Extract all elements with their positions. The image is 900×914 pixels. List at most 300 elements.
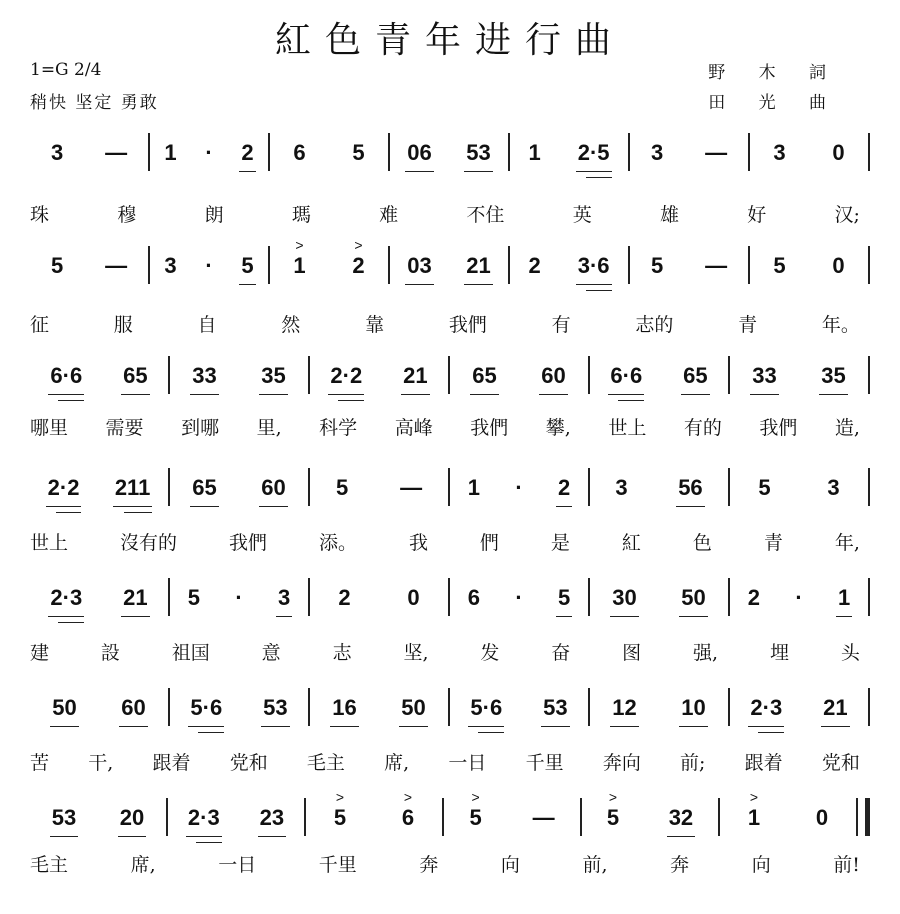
note-text: 56 <box>678 475 703 500</box>
lyric-syllable: 发 <box>480 642 500 664</box>
notation-line <box>30 465 870 509</box>
lyric-syllable: 头 <box>840 642 860 664</box>
note-text: 1 <box>293 253 306 278</box>
note <box>468 363 500 397</box>
note <box>256 805 288 839</box>
note <box>334 585 354 619</box>
lyric-syllable: 跟着 <box>744 752 783 774</box>
note <box>111 475 155 509</box>
note-text: — <box>532 805 555 830</box>
lyric-syllable: 一日 <box>218 854 257 876</box>
note-text: 2 <box>338 585 351 610</box>
note <box>44 475 84 509</box>
note <box>744 789 764 839</box>
note <box>823 475 843 509</box>
notation-line <box>30 237 870 287</box>
measure <box>150 130 268 174</box>
lyric-syllable: 朗 <box>204 204 224 226</box>
note-text: 1 <box>467 475 480 500</box>
note-text: 53 <box>263 695 288 720</box>
lyric-syllable: 青 <box>763 532 783 554</box>
note <box>259 695 291 729</box>
note <box>677 585 709 619</box>
lyric-syllable: 穆 <box>117 204 137 226</box>
note-text: 35 <box>821 363 846 388</box>
note <box>289 140 309 174</box>
lyric-syllable: 毛主 <box>30 854 69 876</box>
lyrics-line <box>30 413 860 440</box>
note <box>119 363 151 397</box>
accent-mark: > <box>403 789 413 805</box>
lyric-syllable: 图 <box>622 642 642 664</box>
note-text: 2 <box>241 140 254 165</box>
lyric-syllable: 我 <box>408 532 428 554</box>
note-text: 06 <box>407 140 432 165</box>
lyrics-line <box>30 200 860 227</box>
note-text: 35 <box>261 363 286 388</box>
note-text: 21 <box>823 695 848 720</box>
note-text: 50 <box>52 695 77 720</box>
note <box>119 585 151 619</box>
measure <box>168 795 304 839</box>
measure <box>730 353 868 397</box>
measure <box>30 130 148 174</box>
note <box>812 805 832 839</box>
lyric-syllable: 們 <box>479 532 499 554</box>
note-text: 0 <box>832 140 845 165</box>
note <box>677 695 709 729</box>
note <box>186 695 226 729</box>
note <box>647 140 667 174</box>
note <box>403 140 435 174</box>
lyric-syllable: 千里 <box>318 854 357 876</box>
lyric-syllable: 奔向 <box>602 752 641 774</box>
note <box>574 253 614 287</box>
note-text: 2·5 <box>577 140 610 165</box>
measure <box>30 243 148 287</box>
note <box>184 585 204 619</box>
note <box>274 585 294 619</box>
note <box>465 789 485 839</box>
measure <box>30 685 168 729</box>
note <box>524 253 544 287</box>
lyric-syllable: 年, <box>834 532 860 554</box>
note-text: 2 <box>528 253 541 278</box>
note-text: 1 <box>164 140 177 165</box>
note-text: 3·6 <box>577 253 610 278</box>
note-text: 2 <box>747 585 760 610</box>
note-text: 60 <box>121 695 146 720</box>
note <box>462 140 494 174</box>
note-text: 50 <box>401 695 426 720</box>
barline <box>868 468 870 506</box>
note-text: 03 <box>407 253 432 278</box>
note-text: 20 <box>119 805 145 830</box>
note <box>611 475 631 509</box>
note-text: 5 <box>352 140 365 165</box>
measure <box>150 243 268 287</box>
note-text: 2 <box>352 253 365 278</box>
lyric-syllable: 奔 <box>670 854 690 876</box>
lyric-syllable: 我們 <box>448 314 487 336</box>
lyric-syllable: 雄 <box>659 204 679 226</box>
measure <box>310 353 448 397</box>
measure <box>590 465 728 509</box>
note <box>47 253 67 287</box>
note <box>332 475 352 509</box>
note-text: 21 <box>123 585 148 610</box>
note <box>237 253 257 287</box>
lyrics-line <box>30 310 860 337</box>
lyric-syllable: 祖国 <box>171 642 210 664</box>
measure <box>582 789 718 839</box>
note <box>464 475 484 509</box>
note-text: · <box>205 253 213 278</box>
note <box>665 805 697 839</box>
note <box>834 585 854 619</box>
note-text: 3 <box>650 140 664 165</box>
note <box>397 695 429 729</box>
note-text: 3 <box>164 253 177 278</box>
lyric-syllable: 瑪 <box>291 204 311 226</box>
note <box>101 140 131 174</box>
accent-mark: > <box>749 789 759 805</box>
lyric-syllable: 我們 <box>470 417 509 439</box>
lyric-syllable: 需要 <box>105 417 144 439</box>
final-barline <box>856 798 870 836</box>
note-text: — <box>705 253 728 278</box>
lyric-syllable: 奔 <box>419 854 439 876</box>
note <box>201 140 216 174</box>
note <box>403 585 423 619</box>
notation-line <box>30 130 870 174</box>
note <box>398 789 418 839</box>
note-text: 5 <box>773 253 786 278</box>
accent-mark: > <box>354 237 363 253</box>
accent-mark: > <box>335 789 345 805</box>
measure <box>30 795 166 839</box>
song-title: 紅色青年进行曲 <box>274 20 625 61</box>
lyrics-line <box>30 850 860 877</box>
notation-line <box>30 353 870 397</box>
note <box>647 253 667 287</box>
note-text: 6 <box>467 585 480 610</box>
note <box>466 695 506 729</box>
measure <box>444 789 580 839</box>
note-text: 2·3 <box>187 805 220 830</box>
barline <box>868 246 870 284</box>
note-text: 0 <box>407 585 420 610</box>
measure <box>30 575 168 619</box>
note <box>201 253 216 287</box>
lyric-syllable: 不住 <box>466 204 505 226</box>
lyric-syllable: 强, <box>693 642 719 664</box>
note-text: 53 <box>466 140 491 165</box>
lyric-syllable: 攀, <box>545 417 571 439</box>
note-text: 5 <box>335 475 349 500</box>
barline <box>868 688 870 726</box>
note <box>603 789 623 839</box>
barline <box>868 356 870 394</box>
note <box>101 253 131 287</box>
note-text: 33 <box>192 363 217 388</box>
note <box>160 140 180 174</box>
measure <box>170 353 308 397</box>
note-text: — <box>705 140 728 165</box>
lyric-syllable: 青 <box>738 314 758 336</box>
measure <box>310 465 448 509</box>
note-text: — <box>105 140 128 165</box>
measure <box>450 575 588 619</box>
note-text: 53 <box>51 805 77 830</box>
note-text: 5 <box>650 253 664 278</box>
lyric-syllable: 志的 <box>635 314 674 336</box>
lyric-syllable: 千里 <box>525 752 564 774</box>
lyric-syllable: 前, <box>582 854 608 876</box>
note-text: 33 <box>752 363 777 388</box>
lyric-syllable: 我們 <box>228 532 267 554</box>
lyric-syllable: 自 <box>197 314 217 336</box>
note-text: — <box>400 475 423 500</box>
note <box>819 695 851 729</box>
note-text: 2 <box>558 475 571 500</box>
lyric-syllable: 有 <box>551 314 571 336</box>
note <box>529 805 559 839</box>
note <box>539 695 571 729</box>
note-text: 5 <box>758 475 771 500</box>
lyrics-line <box>30 528 860 555</box>
accent-mark: > <box>608 789 618 805</box>
note <box>744 585 764 619</box>
measure <box>310 575 448 619</box>
note-text: 53 <box>543 695 568 720</box>
measure <box>630 130 748 174</box>
measure <box>630 243 748 287</box>
note-text: 60 <box>261 475 286 500</box>
note <box>231 585 246 619</box>
accent-mark: > <box>295 237 304 253</box>
measure <box>30 353 168 397</box>
note-text: 65 <box>683 363 708 388</box>
note <box>701 253 731 287</box>
lyric-syllable: 前; <box>680 752 706 774</box>
lyric-syllable: 好 <box>747 204 767 226</box>
lyric-syllable: 毛主 <box>306 752 345 774</box>
lyric-syllable: 科学 <box>319 417 358 439</box>
note-text: 0 <box>832 253 845 278</box>
lyric-syllable: 征 <box>30 314 50 336</box>
note <box>701 140 731 174</box>
lyric-syllable: 建 <box>30 642 50 664</box>
note <box>537 363 569 397</box>
note-text: 6·6 <box>610 363 643 388</box>
note-text: · <box>515 585 523 610</box>
lyric-syllable: 干, <box>88 752 114 774</box>
note <box>754 475 774 509</box>
note-text: 21 <box>403 363 428 388</box>
note <box>608 585 640 619</box>
note <box>769 253 789 287</box>
note <box>769 140 789 174</box>
note <box>396 475 426 509</box>
note-text: 5 <box>50 253 64 278</box>
lyric-syllable: 造, <box>834 417 860 439</box>
lyric-syllable: 奋 <box>551 642 571 664</box>
lyric-syllable: 苦 <box>30 752 50 774</box>
lyric-syllable: 沒有的 <box>119 532 177 554</box>
note <box>188 475 220 509</box>
lyric-syllable: 世上 <box>30 532 69 554</box>
lyric-syllable: 前! <box>833 854 860 876</box>
barline <box>868 133 870 171</box>
measure <box>590 575 728 619</box>
note <box>464 585 484 619</box>
note-text: 6·6 <box>50 363 83 388</box>
note-text: 12 <box>612 695 637 720</box>
measure <box>270 237 388 287</box>
note-text: 2·3 <box>50 585 83 610</box>
note <box>399 363 431 397</box>
note <box>403 253 435 287</box>
measure <box>730 575 868 619</box>
note <box>48 695 80 729</box>
lyric-syllable: 世上 <box>608 417 647 439</box>
note-text: 211 <box>114 475 151 500</box>
note <box>257 475 289 509</box>
lyric-syllable: 埋 <box>769 642 789 664</box>
lyric-syllable: 高峰 <box>394 417 433 439</box>
note-text: 2·2 <box>47 475 80 500</box>
lyric-syllable: 設 <box>100 642 120 664</box>
measure <box>450 465 588 509</box>
measure <box>170 465 308 509</box>
lyricist-credit: 野 木 詞 <box>708 63 840 83</box>
note <box>606 363 646 397</box>
lyric-syllable: 席, <box>130 854 156 876</box>
note-text: 6 <box>293 140 306 165</box>
lyric-syllable: 哪里 <box>30 417 69 439</box>
lyrics-line <box>30 748 860 775</box>
lyric-syllable: 添。 <box>318 532 357 554</box>
note <box>257 363 289 397</box>
note-text: 30 <box>612 585 637 610</box>
note-text: 65 <box>472 363 497 388</box>
note-text: 1 <box>838 585 851 610</box>
note <box>348 140 368 174</box>
note-text: 60 <box>541 363 566 388</box>
lyric-syllable: 党和 <box>821 752 860 774</box>
measure <box>450 353 588 397</box>
note-text: 50 <box>681 585 706 610</box>
note <box>511 585 526 619</box>
note <box>817 363 849 397</box>
note <box>160 253 180 287</box>
measure <box>310 685 448 729</box>
lyric-syllable: 靠 <box>365 314 385 336</box>
note <box>554 475 574 509</box>
note <box>188 363 220 397</box>
note <box>791 585 806 619</box>
note-text: 1 <box>747 805 761 830</box>
measure <box>390 243 508 287</box>
lyric-syllable: 我們 <box>759 417 798 439</box>
note-text: 6 <box>401 805 415 830</box>
note-text: 5 <box>469 805 482 830</box>
note-text: 0 <box>815 805 829 830</box>
tempo-marking: 稍快 坚定 勇敢 <box>30 93 159 113</box>
note <box>608 695 640 729</box>
note-text: 2·2 <box>330 363 363 388</box>
note <box>524 140 544 174</box>
note-text: · <box>515 475 523 500</box>
note-text: 3 <box>615 475 628 500</box>
note <box>554 585 574 619</box>
note <box>46 363 86 397</box>
lyric-syllable: 向 <box>751 854 771 876</box>
note <box>828 253 848 287</box>
note-text: 21 <box>466 253 491 278</box>
measure <box>450 685 588 729</box>
note <box>748 363 780 397</box>
lyric-syllable: 里, <box>256 417 282 439</box>
measure <box>390 130 508 174</box>
note-text: 5 <box>333 805 347 830</box>
note <box>117 695 149 729</box>
note <box>746 695 786 729</box>
lyric-syllable: 服 <box>113 314 133 336</box>
note <box>184 805 224 839</box>
notation-line <box>30 575 870 619</box>
lyric-syllable: 到哪 <box>181 417 220 439</box>
note-text: 65 <box>123 363 148 388</box>
note <box>574 140 614 174</box>
measure <box>170 575 308 619</box>
notation-line <box>30 789 870 839</box>
note-text: 2·3 <box>750 695 783 720</box>
measure <box>170 685 308 729</box>
note-text: · <box>205 140 213 165</box>
note <box>328 695 360 729</box>
lyric-syllable: 意 <box>261 642 281 664</box>
lyric-syllable: 坚, <box>403 642 429 664</box>
lyric-syllable: 向 <box>500 854 520 876</box>
measure <box>750 243 868 287</box>
note <box>237 140 257 174</box>
note <box>289 237 309 287</box>
measure <box>30 465 168 509</box>
note <box>511 475 526 509</box>
measure <box>510 243 628 287</box>
lyric-syllable: 色 <box>692 532 712 554</box>
note-text: 5·6 <box>190 695 223 720</box>
note <box>48 805 80 839</box>
lyric-syllable: 紅 <box>621 532 641 554</box>
note-text: · <box>795 585 803 610</box>
notation-line <box>30 685 870 729</box>
note <box>674 475 706 509</box>
note-text: 10 <box>681 695 706 720</box>
lyric-syllable: 珠 <box>30 204 50 226</box>
note-text: 3 <box>773 140 786 165</box>
note-text: 5·6 <box>470 695 503 720</box>
lyric-syllable: 志 <box>332 642 352 664</box>
accent-mark: > <box>471 789 480 805</box>
measure <box>730 685 868 729</box>
lyrics-line <box>30 638 860 665</box>
note <box>348 237 368 287</box>
lyric-syllable: 党和 <box>229 752 268 774</box>
note <box>330 789 350 839</box>
